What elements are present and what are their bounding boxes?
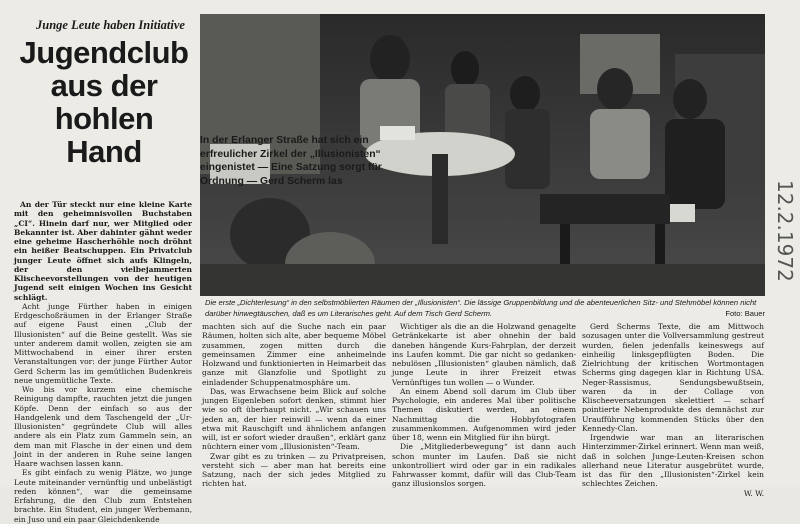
paragraph: machten sich auf die Suche nach ein paar Räumen, holten sich alte, aber bequeme Möbel zusammen, zogen mitten durch die gemeinsamen Zimmer eine anheimelnde Holzwand und funktionierten in Heimarbeit das ganze mit Glanzfolie und Spotlight zu einladender Schuppenatmosphäre um. [202,322,386,387]
handwritten-date-text: 12.2.1972 [773,180,797,282]
paragraph: Irgendwie war man an literarischen Hinterzimmer-Zirkel erinnert. Wenn man weiß, daß in solchen Junge-Leuten-Kreisen schon allerhand neue Literatur ausgebrütet wurde, ist das für den „Illusionisten“-Zirkel kein schlechtes Zeichen. [582,433,764,489]
paragraph: Gerd Scherms Texte, die am Mittwoch sozusagen unter die Vollversammlung gestreut wurden, fielen jedenfalls keineswegs auf einheilig linksgepflügten Boden. Die Zielrichtung der kritischen Wortmontagen Scherms ging dagegen klar in Richtung USA. Neger-Rassismus, Sendungsbewußtsein, waren da in der Collage von Klischeeversatzungen skelettiert — scharf pointierte Nebenprodukte des demnächst zur Uraufführung kommenden Stücks über den Kennedy-Clan. [582,322,764,433]
headline-line-2: aus der [50,68,158,103]
author-signature: W. W. [743,488,764,498]
paragraph: Die „Mitgliederbewegung“ ist dann auch schon munter im Laufen. Daß sie nicht unkontrolliert wird oder gar in ein radikales Fahrwasser kommt, dafür will das Club-Team ganz illusionslos sorgen. [392,442,576,489]
paragraph: Es gibt einfach zu wenig Plätze, wo junge Leute miteinander vernünftig und unbelästigt reden können“, war die gemeinsame Erfahrung, die den Club zum Entstehen brachte. Ein Student, ein junger Werbemann, ein Juso und ein paar Gleichdenkende [14,468,192,524]
kicker: Junge Leute haben Initiative [36,18,185,32]
headline [14,36,194,168]
photo-caption [205,298,765,319]
paragraph: An einem Abend soll darum im Club über Psychologie, ein anderes Mal über politische Themen diskutiert werden, an einem Nachmittag die Hobbyfotografen zusammenkommen. Aufgenommen wird jeder über 18, wenn ein Mitglied für ihn bürgt. [392,386,576,442]
column-2 [202,322,386,489]
headline-line-1: Jugendclub [19,35,189,70]
photo-credit: Foto: Bauer [725,308,765,318]
paragraph: Wichtiger als die an die Holzwand genagelte Getränkekarte ist aber ohnehin der bald daneben hängende Kurs-Fahrplan, der derzeit ins Laufen kommt. Die gar nicht so gedanken-nebulösen „Illusionisten“ glauben nämlich, daß junge Leute in ihrer Freizeit etwas Vernünftiges tun wollen — o Wunder. [392,322,576,387]
deck: In der Erlanger Straße hat sich ein erfreulicher Zirkel der „Illusionisten“ eingenistet — Eine Satzung sorgt für Ordnung — Gerd Scherm las [200,135,382,187]
paragraph: Das, was Erwachsene beim Blick auf solche jungen Eigenleben sofort denken, stimmt hier wie so oft überhaupt nicht. „Wir schauen uns jeden an, der hier reinwill — wenn da einer etwa mit Rauschgift und ähnlichem anfangen will, ist er sofort wieder draußen“, erklärt ganz nüchtern einer vom „Illusionisten“-Team. [202,386,386,452]
handwritten-date [770,180,800,290]
column-1 [14,200,192,524]
lead-paragraph: An der Tür steckt nur eine kleine Karte mit den geheimnisvollen Buchstaben „CI“. Hinein darf nur, wer Mitglied oder Bekannter ist. Aber dahinter gähnt weder eine geheime Hascherhöhle noch dröhnt ein heißer Beatschuppen. Ein Privatclub junger Leute öffnet sich aufs Klingeln, der den vielbejammerten Klischeevorstellungen von der heutigen Jugend seit einigen Wochen ins Gesicht schlägt. [14,200,192,302]
column-3 [392,322,576,489]
caption-text: Die erste „Dichterlesung“ in den selbstmöblierten Räumen der „Illusionisten“. Die lässige Gruppenbildung und die abenteuerlichen Sitz- und Stehmöbel können nicht darüber hinwegtäuschen, daß es um Literarisches geht. Auf dem Tisch Gerd Scherm. [205,298,757,318]
paragraph: Wo bis vor kurzem eine chemische Reinigung dampfte, rauchten jetzt die jungen Köpfe. Denn der einfach so aus der Handgelenk und dem Taschengeld der „Ur-Illusionisten“ gegründete Club will alles andere als ein Platz zum Gammeln sein, an dem man mit Flasche in der einen und dem Joint in der anderen in Ruhe seine langen Haare wachsen lassen kann. [14,385,192,468]
column-4 [582,322,764,498]
paragraph: Zwar gibt es zu trinken — zu Privatpreisen, versteht sich — aber man hat bereits eine Satzung, nach der sich jedes Mitglied zu richten hat. [202,451,386,489]
headline-line-3: hohlen Hand [54,101,154,169]
paragraph: Acht junge Fürther haben in einigen Erdgeschoßräumen in der Erlanger Straße auf eigene Faust einen „Club der Illusionisten“ auf die Beine gestellt. Was sie unter anderem damit wollen, zeigten sie am Mittwochabend in einer ihrer ersten Veranstaltungen vor: der junge Fürther Autor Gerd Scherm las im gemütlichen Budenkreis neue ungemütliche Texte. [14,301,192,385]
